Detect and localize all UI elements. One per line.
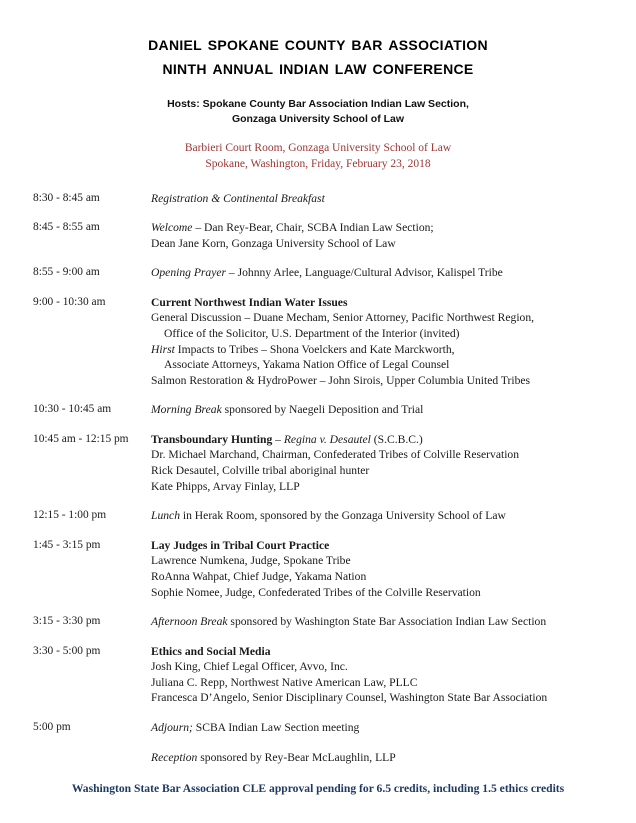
session-text: in Herak Room, sponsored by the Gonzaga University School of Law <box>179 509 506 523</box>
emphasis-text: Hirst <box>151 342 175 356</box>
agenda-line <box>151 750 616 766</box>
agenda-line <box>151 585 616 601</box>
session-text: Josh King, Chief Legal Officer, Avvo, Inc. <box>151 660 348 674</box>
session-text: Rick Desautel, Colville tribal aboriginal hunter <box>151 464 370 478</box>
emphasis-text: Regina v. Desautel <box>283 432 371 446</box>
session-text: sponsored by Naegeli Deposition and Trial <box>221 403 424 417</box>
session-text: – <box>272 432 284 446</box>
agenda-line <box>151 326 616 342</box>
agenda-row <box>33 265 616 281</box>
agenda-line <box>151 659 616 675</box>
emphasis-text: Adjourn; <box>151 720 193 734</box>
agenda-line <box>151 720 616 736</box>
session-text: General Discussion – Duane Mecham, Senior Attorney, Pacific Northwest Region, <box>151 311 535 325</box>
document-header <box>0 0 636 173</box>
agenda-line <box>151 310 616 326</box>
agenda-time: 8:45 - 8:55 am <box>33 221 100 234</box>
session-text: Dr. Michael Marchand, Chairman, Confederated Tribes of Colville Reservation <box>151 448 520 462</box>
agenda-session <box>151 432 616 494</box>
venue-block <box>0 141 636 173</box>
session-text: Francesca D’Angelo, Senior Disciplinary Counsel, Washington State Bar Association <box>151 691 548 705</box>
session-text: Juliana C. Repp, Northwest Native American Law, PLLC <box>151 675 418 689</box>
venue-line-1: Barbieri Court Room, Gonzaga University School of Law <box>184 141 452 154</box>
agenda-line <box>151 569 616 585</box>
agenda-row <box>33 614 616 630</box>
agenda-row <box>33 644 616 706</box>
agenda-time: 3:15 - 3:30 pm <box>33 615 101 628</box>
agenda-line <box>151 373 616 389</box>
session-text: (S.C.B.C.) <box>370 432 423 446</box>
agenda-line <box>151 479 616 495</box>
session-text: sponsored by Washington State Bar Association Indian Law Section <box>227 615 547 629</box>
session-title: Current Northwest Indian Water Issues <box>151 295 348 309</box>
session-title: Ethics and Social Media <box>151 644 271 658</box>
agenda-row <box>33 508 616 524</box>
agenda-session <box>151 644 616 706</box>
agenda-session <box>151 750 616 766</box>
agenda-time: 12:15 - 1:00 pm <box>33 509 107 522</box>
session-title: Transboundary Hunting <box>151 432 273 446</box>
session-text: Dean Jane Korn, Gonzaga University School of Law <box>151 236 396 250</box>
agenda-line <box>151 538 616 554</box>
agenda-session <box>151 220 616 251</box>
agenda-row <box>33 402 616 418</box>
agenda-line <box>151 295 616 311</box>
agenda-time: 5:00 pm <box>33 720 71 733</box>
agenda-line <box>151 553 616 569</box>
agenda-time: 1:45 - 3:15 pm <box>33 538 101 551</box>
session-text: Associate Attorneys, Yakama Nation Office of Legal Counsel <box>164 358 450 372</box>
session-text: Kate Phipps, Arvay Finlay, LLP <box>151 479 300 493</box>
session-text: Office of the Solicitor, U.S. Department of the Interior (invited) <box>164 327 460 340</box>
agenda-line <box>151 432 616 448</box>
agenda-session <box>151 720 616 736</box>
agenda-line <box>151 265 616 281</box>
agenda-row <box>33 750 616 766</box>
emphasis-text: Opening Prayer <box>151 266 227 280</box>
session-text: – Johnny Arlee, Language/Cultural Advisor, Kalispel Tribe <box>226 266 503 280</box>
agenda-line <box>151 690 616 706</box>
emphasis-text: Afternoon Break <box>151 615 228 629</box>
agenda-row <box>33 538 616 600</box>
session-text: Salmon Restoration & HydroPower – John Sirois, Upper Columbia United Tribes <box>151 373 531 387</box>
agenda-line <box>151 675 616 691</box>
agenda-time: 8:30 - 8:45 am <box>33 191 100 204</box>
cle-credits-note: Washington State Bar Association CLE approval pending for 6.5 credits, including 1.5 ethics credits <box>71 782 565 796</box>
agenda-session <box>151 614 616 630</box>
agenda-time: 8:55 - 9:00 am <box>33 266 100 279</box>
agenda-session <box>151 402 616 418</box>
session-text: SCBA Indian Law Section meeting <box>192 720 360 734</box>
agenda-row <box>33 720 616 736</box>
agenda-time: 10:30 - 10:45 am <box>33 403 112 416</box>
agenda-line <box>151 402 616 418</box>
agenda-line <box>151 644 616 660</box>
emphasis-text: Lunch <box>151 509 180 523</box>
emphasis-text: Reception <box>151 750 198 764</box>
page-title-line-2: ninth annual indian law conference <box>162 57 474 79</box>
agenda-session <box>151 538 616 600</box>
agenda-row <box>33 191 616 207</box>
session-text: sponsored by Rey-Bear McLaughlin, LLP <box>197 750 396 764</box>
venue-line-2: Spokane, Washington, Friday, February 23, 2018 <box>205 157 431 170</box>
agenda-line <box>151 508 616 524</box>
hosts-block <box>0 97 636 127</box>
agenda-session <box>151 295 616 388</box>
agenda-line <box>151 342 616 358</box>
agenda-row <box>33 295 616 388</box>
page-title-line-1: daniel spokane county bar association <box>148 33 488 55</box>
agenda-list <box>0 191 636 766</box>
hosts-line-2: Gonzaga University School of Law <box>231 112 405 125</box>
agenda-session <box>151 265 616 281</box>
agenda-time: 3:30 - 5:00 pm <box>33 644 101 657</box>
agenda-row <box>33 432 616 494</box>
emphasis-text: Registration & Continental Breakfast <box>151 191 325 205</box>
session-text: RoAnna Wahpat, Chief Judge, Yakama Nation <box>151 569 367 583</box>
session-text: – Dan Rey-Bear, Chair, SCBA Indian Law Section; <box>192 221 434 235</box>
agenda-session <box>151 508 616 524</box>
emphasis-text: Morning Break <box>151 403 222 417</box>
session-title: Lay Judges in Tribal Court Practice <box>151 538 330 552</box>
agenda-session <box>151 191 616 207</box>
agenda-line <box>151 463 616 479</box>
agenda-line <box>151 236 616 252</box>
agenda-time: 10:45 am - 12:15 pm <box>33 432 129 445</box>
session-text: Lawrence Numkena, Judge, Spokane Tribe <box>151 554 351 568</box>
agenda-line <box>151 357 616 373</box>
agenda-line <box>151 220 616 236</box>
emphasis-text: Welcome <box>151 221 193 235</box>
session-text: Impacts to Tribes – Shona Voelckers and Kate Marckworth, <box>174 342 455 356</box>
agenda-line <box>151 447 616 463</box>
agenda-time: 9:00 - 10:30 am <box>33 295 106 308</box>
agenda-line <box>151 614 616 630</box>
agenda-line <box>151 191 616 207</box>
hosts-line-1: Hosts: Spokane County Bar Association Indian Law Section, <box>167 98 469 110</box>
session-text: Sophie Nomee, Judge, Confederated Tribes of the Colville Reservation <box>151 585 481 599</box>
agenda-row <box>33 220 616 251</box>
